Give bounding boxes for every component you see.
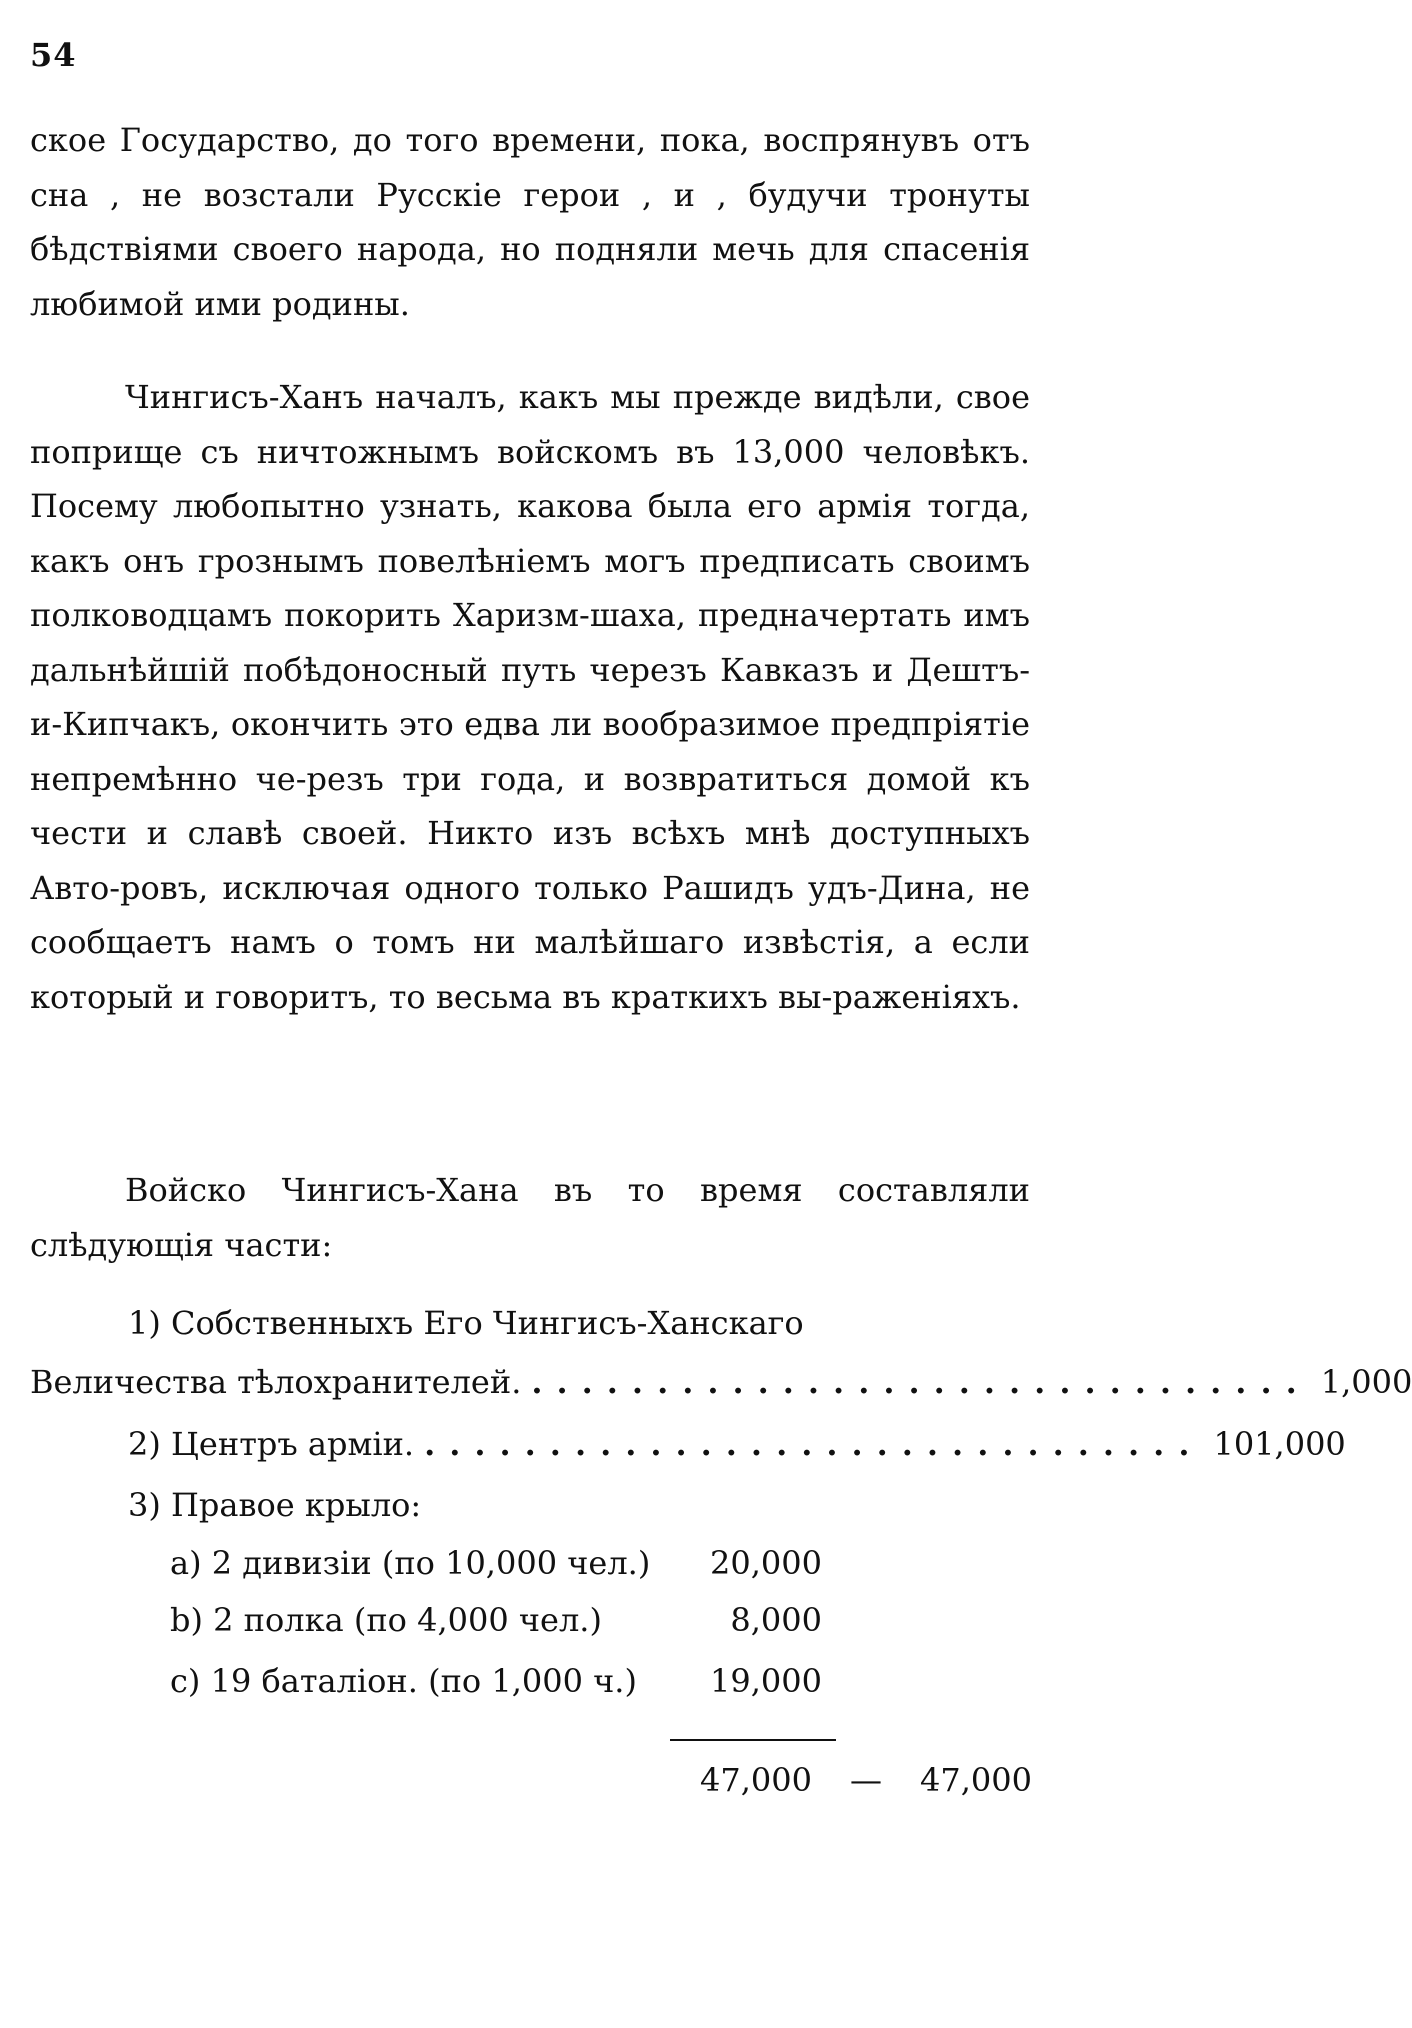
army-item-2-row [128,1424,1346,1464]
army-subitem-a-label: a) 2 дивизіи (по 10,000 чел.) [170,1544,651,1582]
army-item-1-label: Величества тѣлохранителей. [30,1363,522,1401]
total-dash: — [850,1761,882,1799]
paragraph-1: ское Государство, до того времени, пока, воспрянувъ отъ сна , не возстали Русскіе герои , и , будучи тронуты бѣдствіями своего народа, но подняли мечь для спасенія любимой ими родины. [30,121,1030,323]
paragraph-3: Войско Чингисъ-Хана въ то время составляли слѣдующія части: [30,1171,1030,1264]
army-total-row [700,1760,1032,1800]
army-item-2-label: 2) Центръ арміи. [128,1425,415,1463]
paragraph-2: Чингисъ-Ханъ началъ, какъ мы прежде видѣли, свое поприще съ ничтожнымъ войскомъ въ 13,000 человѣкъ. Посему любопытно узнать, какова была его армія тогда, какъ онъ грознымъ повелѣніемъ могъ предписать своимъ полководцамъ покорить Харизм-шаха, предначертать имъ дальнѣйшій побѣдоносный путь черезъ Кавказъ и Дештъ-и-Кипчакъ, окончить это едва ли вообразимое предпріятіе непремѣнно че-резъ три года, и возвратиться домой къ чести и славѣ своей. Никто изъ всѣхъ мнѣ доступныхъ Авто-ровъ, исключая одного только Рашидъ удъ-Дина, не сообщаетъ намъ о томъ ни малѣйшаго извѣстія, а если который и говоритъ, то весьма въ краткихъ вы-раженіяхъ. [30,378,1030,1016]
army-item-1-value: 1,000 [1320,1363,1412,1401]
army-item-2-value: 101,000 [1213,1425,1346,1463]
army-subitem-a [170,1543,822,1583]
sum-rule [670,1739,836,1741]
leader-dots: ............................... [424,1425,1204,1463]
army-subitem-c-value: 19,000 [710,1662,822,1700]
army-subitem-a-value: 20,000 [710,1544,822,1582]
army-subtotal: 47,000 [700,1761,812,1799]
army-subitem-c-label: c) 19 баталіон. (по 1,000 ч.) [170,1662,637,1700]
army-item-1-row [30,1362,1412,1402]
army-subitem-c [170,1661,822,1701]
army-subitem-b-label: b) 2 полка (по 4,000 чел.) [170,1601,602,1639]
army-total: 47,000 [920,1761,1032,1799]
army-item-1-heading: 1) Собственныхъ Его Чингисъ-Ханскаго [128,1304,804,1342]
army-subitem-b-value: 8,000 [730,1601,822,1639]
leader-dots: ............................... [531,1363,1311,1401]
page-number: 54 [30,36,77,74]
army-subitem-b [170,1600,822,1640]
army-item-3-heading: 3) Правое крыло: [128,1486,422,1524]
